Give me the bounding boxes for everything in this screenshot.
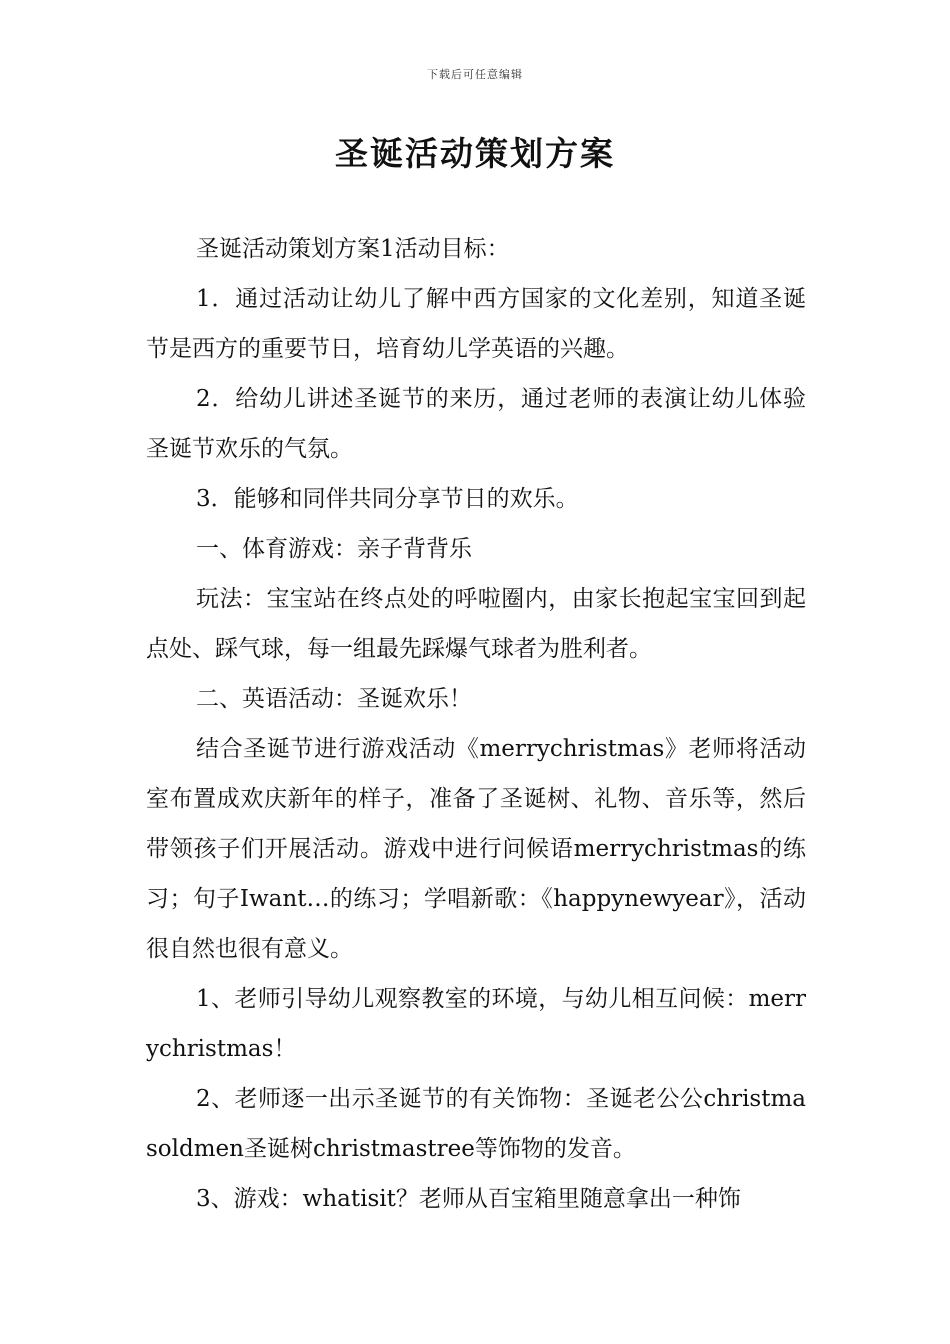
paragraph-english-activity: 结合圣诞节进行游戏活动《merrychristmas》老师将活动室布置成欢庆新年的样子，准备了圣诞树、礼物、音乐等，然后带领孩子们开展活动。游戏中进行问候语merrychristmas的练习；句子Iwant…的练习；学唱新歌：《happynewyear》，活动很自然也很有意义。 <box>146 736 806 962</box>
paragraph-goal-1: 1．通过活动让幼儿了解中西方国家的文化差别，知道圣诞节是西方的重要节日，培育幼儿学英语的兴趣。 <box>146 286 806 362</box>
paragraph-game-rules: 玩法：宝宝站在终点处的呼啦圈内，由家长抱起宝宝回到起点处、踩气球，每一组最先踩爆气球者为胜利者。 <box>146 586 806 662</box>
paragraph-step-3: 3、游戏：whatisit？老师从百宝箱里随意拿出一种饰 <box>196 1186 741 1212</box>
document-body <box>146 224 806 1224</box>
document-title: 圣诞活动策划方案 <box>335 134 615 173</box>
section-heading-sports-game: 一、体育游戏：亲子背背乐 <box>196 536 472 562</box>
paragraph-goal-2: 2．给幼儿讲述圣诞节的来历，通过老师的表演让幼儿体验圣诞节欢乐的气氛。 <box>146 386 806 462</box>
header-note: 下载后可任意编辑 <box>427 68 523 81</box>
paragraph-step-1: 1、老师引导幼儿观察教室的环境，与幼儿相互问候：merrychristmas！ <box>146 986 806 1062</box>
section-heading-english-activity: 二、英语活动：圣诞欢乐！ <box>196 686 472 712</box>
paragraph-step-2: 2、老师逐一出示圣诞节的有关饰物：圣诞老公公christmasoldmen圣诞树christmastree等饰物的发音。 <box>146 1086 806 1162</box>
paragraph-intro: 圣诞活动策划方案1活动目标： <box>196 236 510 262</box>
paragraph-goal-3: 3．能够和同伴共同分享节日的欢乐。 <box>196 486 579 512</box>
